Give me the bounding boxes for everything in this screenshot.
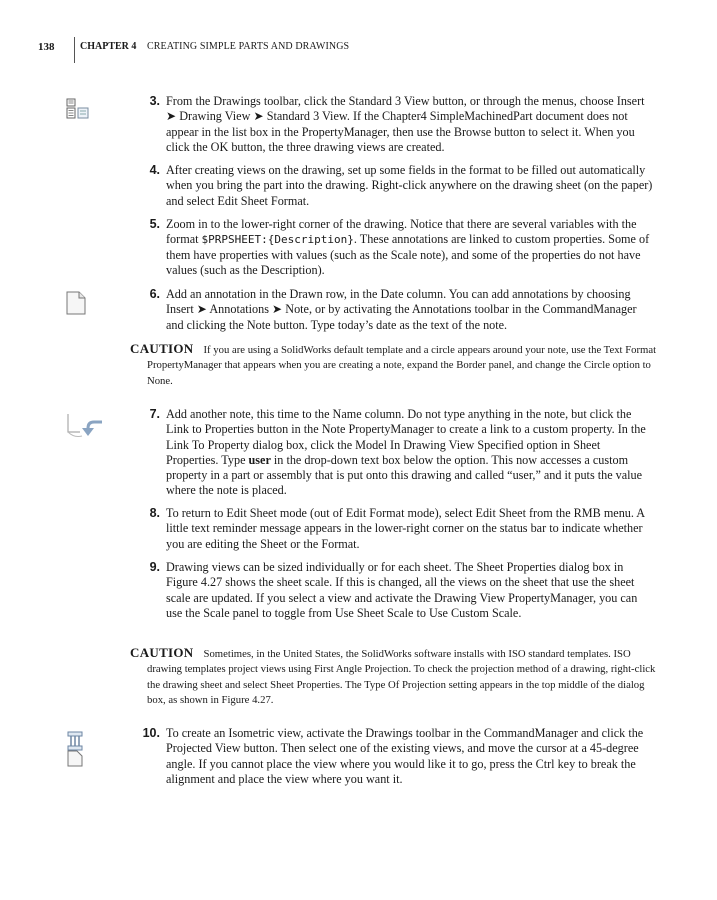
- typed-value: user: [248, 452, 271, 467]
- step-text: From the Drawings toolbar, click the Standard 3 View button, or through the menus, choose Insert ➤ Drawing View ➤ Standard 3 View. If the Chapter4 SimpleMachinedPart document does not appear in the list box in the PropertyManager, then use the Browse button to select it. When you click the OK button, the three drawing views are created.: [166, 94, 645, 154]
- chapter-label: CHAPTER 4: [80, 41, 137, 52]
- step-10: [140, 726, 655, 787]
- step-number: 9.: [149, 560, 160, 574]
- step-number: 10.: [142, 726, 160, 740]
- standard-3-view-icon: [66, 98, 90, 120]
- step-text-start: Zoom in to the lower-right corner of the drawing. Notice that there are several variables with the format: [166, 217, 637, 247]
- link-to-property-icon: [66, 412, 106, 442]
- projected-view-icon: [67, 731, 85, 767]
- page-number: 138: [38, 41, 55, 53]
- step-5: [140, 217, 655, 278]
- step-text: To create an Isometric view, activate the Drawings toolbar in the CommandManager and click the Projected View button. Then select one of the existing views, and move the cursor at a 45-degree angle. If you cannot place the view where you would like it to go, press the Ctrl key to break the alignment and place the view where you want it.: [166, 726, 644, 786]
- step-text-end: in the drop-down text box below the option. This now accesses a custom property in a part or assembly that is put onto this drawing and called “user,” and it puts the value where the note is placed.: [166, 452, 643, 498]
- step-9: [140, 560, 655, 621]
- caution-text: Sometimes, in the United States, the SolidWorks software installs with ISO standard templates. ISO drawing templates project views using First Angle Projection. To check the projection method of a drawing, right-click the drawing sheet and select Sheet Properties. The Type Of Projection setting appears in the top middle of the dialog box, as shown in Figure 4.27.: [147, 648, 656, 707]
- step-text-end: . These annotations are linked to custom properties. Some of them have properties with values (such as the Scale note), and some of the properties do not have values (such as the Description).: [166, 232, 650, 277]
- step-3: [140, 94, 655, 155]
- caution-label: CAUTION: [130, 645, 194, 660]
- caution-note: [130, 645, 658, 709]
- caution-note: [130, 341, 658, 389]
- step-text-start: Add another note, this time to the Name column. Do not type anything in the note, but click the Link to Properties button in the Note PropertyManager to create a link to a custom property. In the Link To Property dialog box, click the Model In Drawing View Specified option in Sheet Properties. Type: [166, 407, 646, 467]
- step-text: Add an annotation in the Drawn row, in the Date column. You can add annotations by choosing Insert ➤ Annotations ➤ Note, or by activating the Annotations toolbar in the CommandManager and clicking the Note button. Type today’s date as the text of the note.: [166, 287, 637, 332]
- step-text: To return to Edit Sheet mode (out of Edit Format mode), select Edit Sheet from the RMB menu. A little text reminder message appears in the lower-right corner on the status bar to indicate whether you are editing the Sheet or the Format.: [166, 506, 645, 551]
- step-number: 3.: [149, 94, 160, 108]
- step-number: 8.: [149, 506, 160, 520]
- step-7: [140, 407, 655, 499]
- note-icon: [66, 291, 86, 315]
- step-number: 7.: [149, 407, 160, 421]
- chapter-title: CREATING SIMPLE PARTS AND DRAWINGS: [147, 41, 350, 52]
- code-variable: $PRPSHEET:{Description}: [201, 233, 354, 247]
- step-number: 6.: [149, 287, 160, 301]
- caution-label: CAUTION: [130, 341, 194, 356]
- step-text: After creating views on the drawing, set up some fields in the format to be filled out automatically when you bring the part into the drawing. Right-click anywhere on the drawing sheet (on the paper) and select Edit Sheet Format.: [166, 163, 653, 208]
- header-divider: [74, 37, 75, 63]
- step-8: [140, 506, 655, 552]
- step-text: Drawing views can be sized individually or for each sheet. The Sheet Properties dialog box in Figure 4.27 shows the sheet scale. If this is changed, all the views on the sheet that use the sheet scale are updated. If you select a view and activate the Drawing View PropertyManager, you can use the Scale panel to toggle from Use Sheet Scale to Use Custom Scale.: [166, 560, 638, 620]
- step-text: [166, 407, 655, 499]
- step-number: 4.: [149, 163, 160, 177]
- caution-text: If you are using a SolidWorks default template and a circle appears around your note, use the Text Format PropertyManager that appears when you are creating a note, expand the Border panel, and change the Circle option to None.: [147, 344, 657, 387]
- step-text: [166, 217, 655, 278]
- step-6: [140, 287, 655, 333]
- step-4: [140, 163, 655, 209]
- step-number: 5.: [149, 217, 160, 231]
